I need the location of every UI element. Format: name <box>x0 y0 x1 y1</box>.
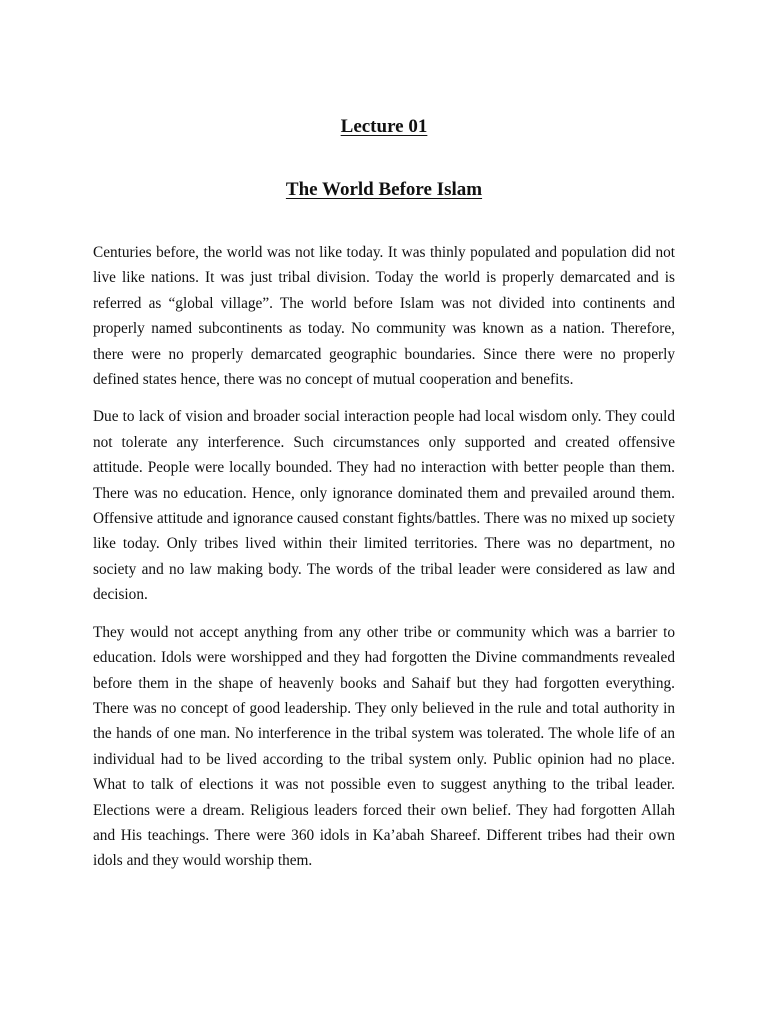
paragraph: Centuries before, the world was not like today. It was thinly populated and population did not live like nations. It was just tribal division. Today the world is properly demarcated and is referred as “global village”. The world before Islam was not divided into continents and properly named subcontinents as today. No community was known as a nation. Therefore, there were no properly demarcated geographic boundaries. Since there were no properly defined states hence, there was no concept of mutual cooperation and benefits. <box>93 244 675 389</box>
document-body <box>93 240 675 886</box>
page-title: The World Before Islam <box>285 179 483 200</box>
paragraph: Due to lack of vision and broader social interaction people had local wisdom only. They could not tolerate any interference. Such circumstances only supported and created offensive attitude. People were locally bounded. They had no interaction with better people than them. There was no education. Hence, only ignorance dominated them and prevailed around them. Offensive attitude and ignorance caused constant fights/battles. There was no mixed up society like today. Only tribes lived within their limited territories. There was no department, no society and no law making body. The words of the tribal leader were considered as law and decision. <box>93 408 675 604</box>
lecture-heading: Lecture 01 <box>340 116 428 137</box>
paragraph: They would not accept anything from any other tribe or community which was a barrier to education. Idols were worshipped and they had forgotten the Divine commandments revealed before them in the shape of heavenly books and Sahaif but they had forgotten everything. There was no concept of good leadership. They only believed in the rule and total authority in the hands of one man. No interference in the tribal system was tolerated. The whole life of an individual had to be lived according to the tribal system only. Public opinion had no place. What to talk of elections it was not possible even to suggest anything to the tribal leader. Elections were a dream. Religious leaders forced their own belief. They had forgotten Allah and His teachings. There were 360 idols in Ka’abah Shareef. Different tribes had their own idols and they would worship them. <box>93 623 675 870</box>
